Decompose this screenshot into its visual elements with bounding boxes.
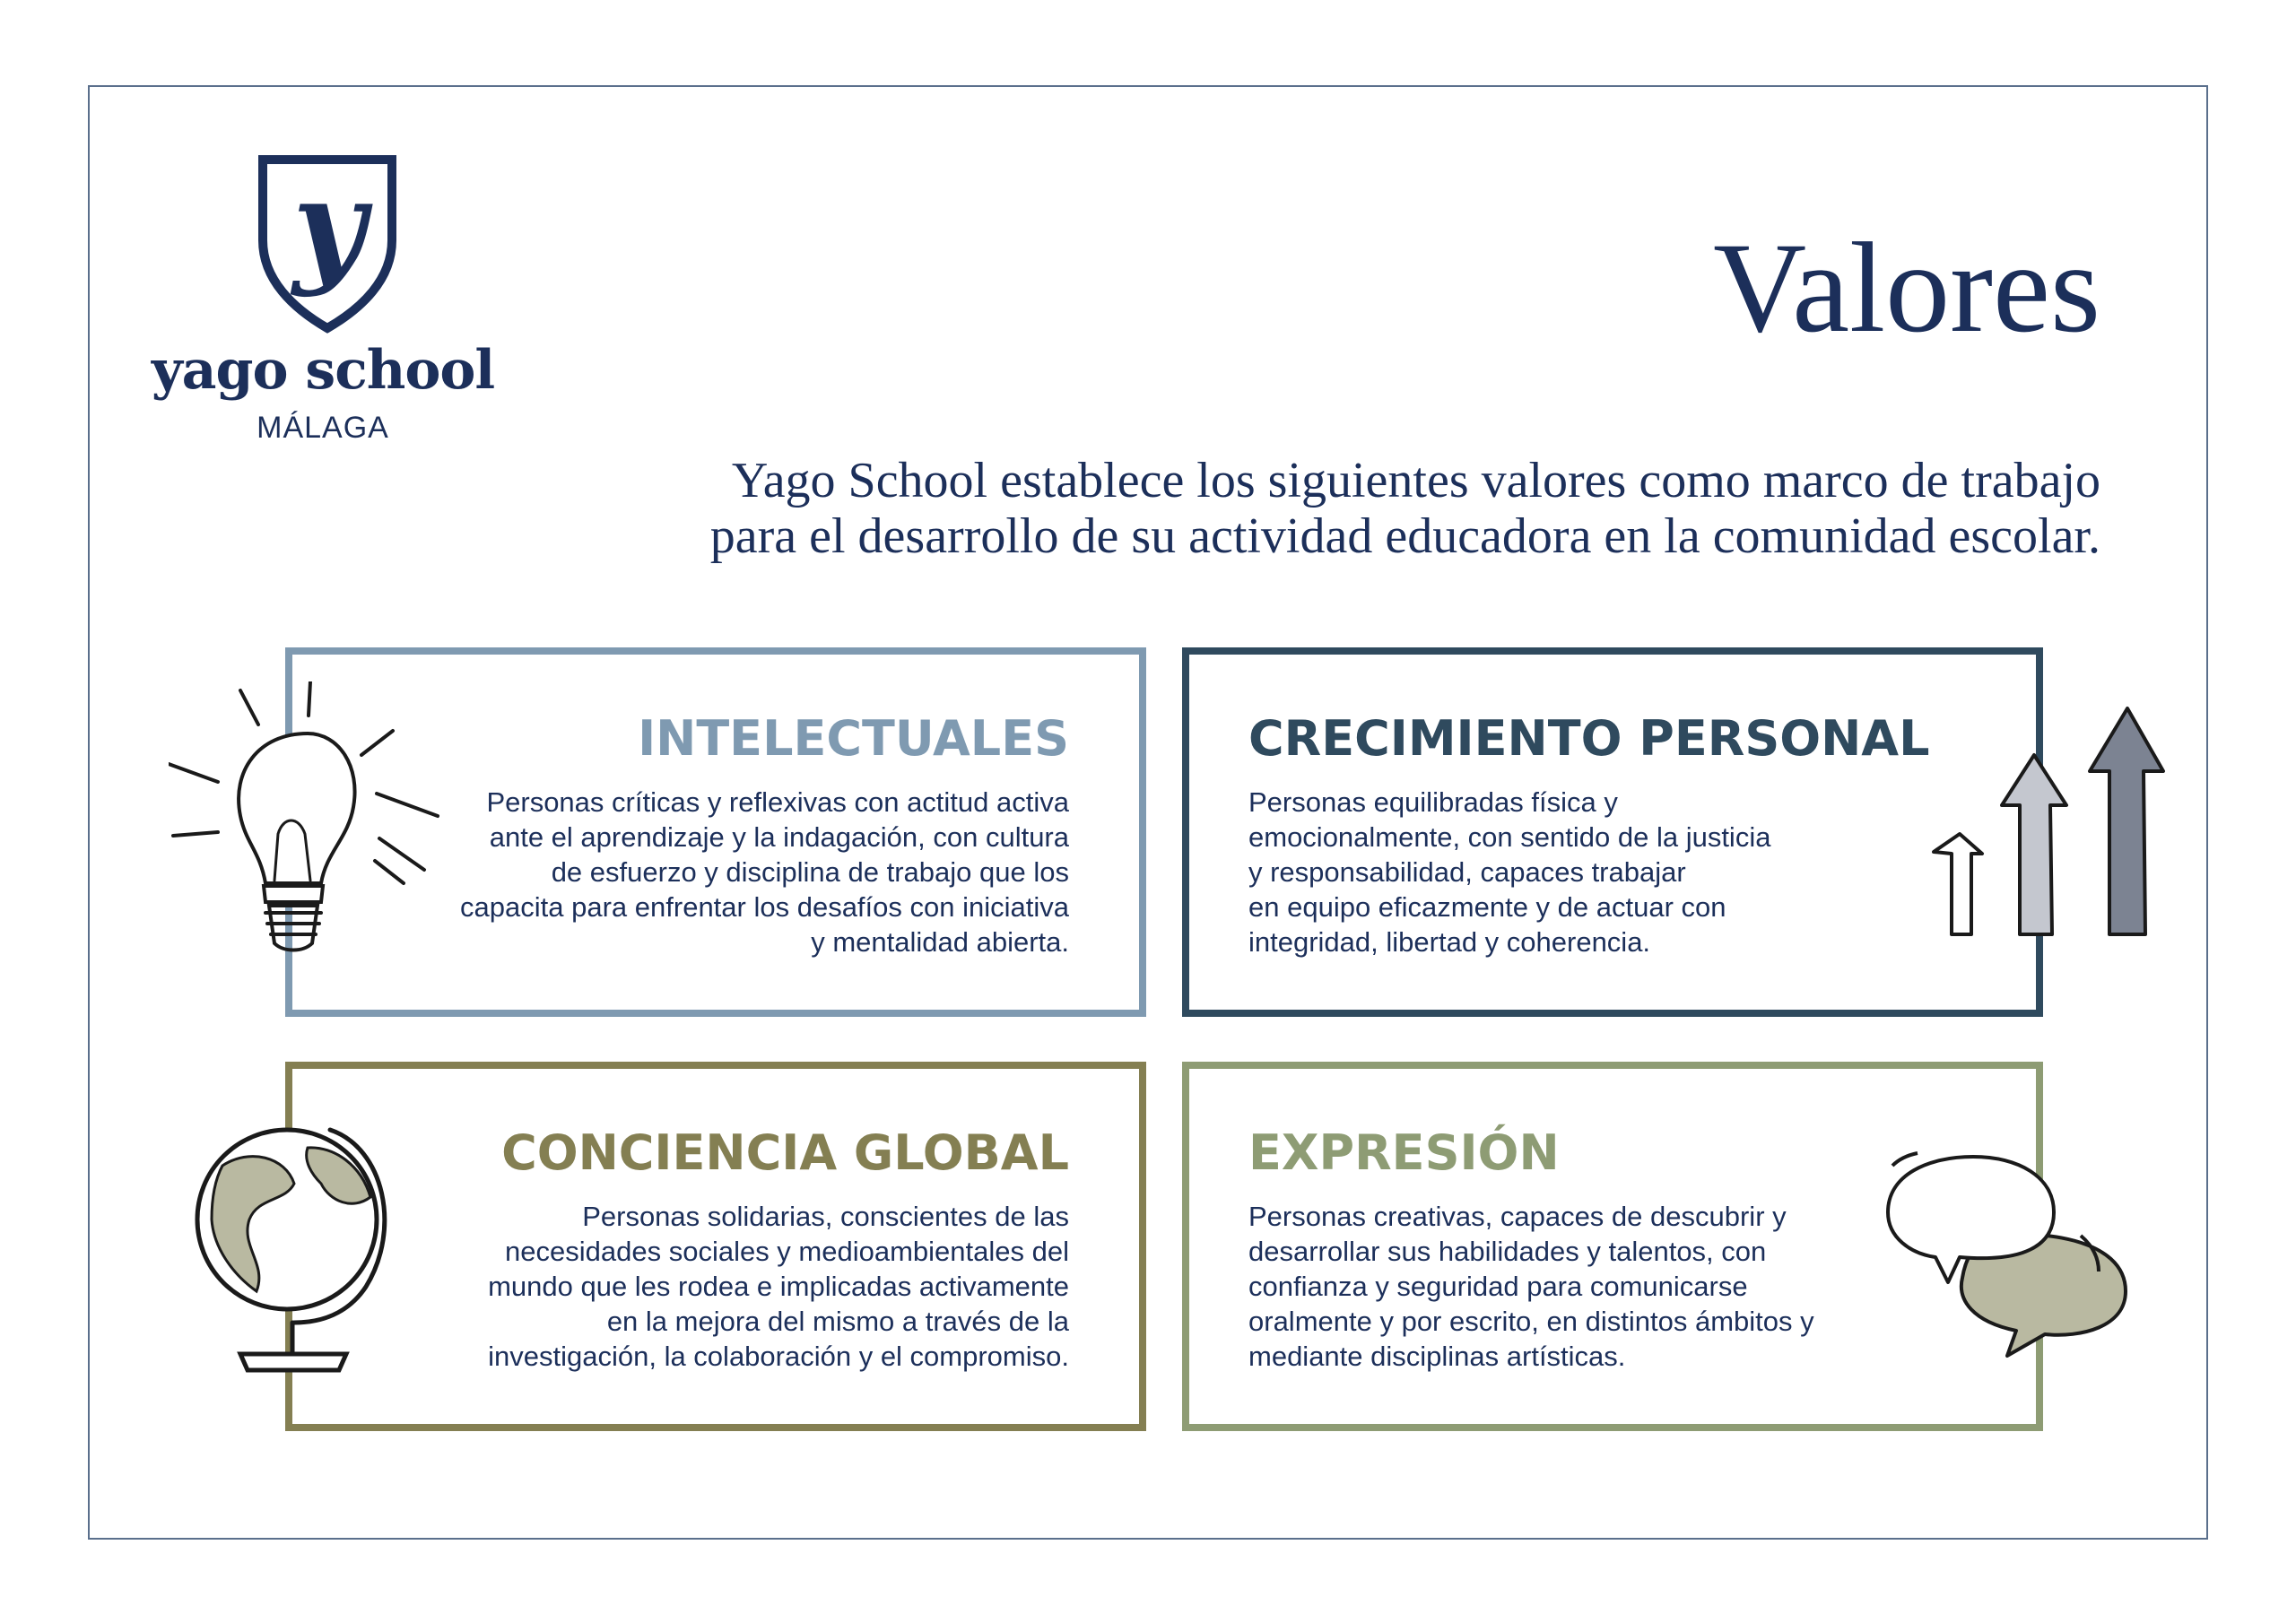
- card-line: y responsabilidad, capaces trabajar: [1248, 856, 1686, 888]
- card-line: confianza y seguridad para comunicarse: [1248, 1271, 1748, 1302]
- shield-crest-icon: [256, 154, 399, 334]
- card-description: [1248, 785, 1770, 959]
- card-line: Personas solidarias, conscientes de las: [582, 1201, 1069, 1232]
- card-line: en la mejora del mismo a través de la: [606, 1306, 1069, 1337]
- card-line: mediante disciplinas artísticas.: [1248, 1341, 1626, 1372]
- school-name: yago school: [151, 339, 495, 402]
- shield-monogram: y: [292, 154, 366, 299]
- card-title: CRECIMIENTO PERSONAL: [1248, 710, 1930, 767]
- card-line: de esfuerzo y disciplina de trabajo que los: [551, 856, 1069, 888]
- card-line: necesidades sociales y medioambientales del: [505, 1236, 1069, 1267]
- card-line: emocionalmente, con sentido de la justicia: [1248, 821, 1771, 853]
- card-title: INTELECTUALES: [638, 710, 1069, 767]
- card-crecimiento-personal: [1182, 647, 2043, 1017]
- globe-icon: [187, 1112, 402, 1381]
- card-line: Personas críticas y reflexivas con actitud activa: [486, 786, 1069, 818]
- card-line: investigación, la colaboración y el compromiso.: [488, 1341, 1069, 1372]
- card-conciencia-global: [285, 1062, 1146, 1431]
- page-title: Valores: [1713, 217, 2100, 360]
- card-line: Personas creativas, capaces de descubrir y: [1248, 1201, 1787, 1232]
- card-title: EXPRESIÓN: [1248, 1124, 1560, 1181]
- lightbulb-icon: [169, 681, 447, 968]
- speech-bubbles-icon: [1874, 1148, 2144, 1381]
- card-line: ante el aprendizaje y la indagación, con cultura: [489, 821, 1069, 853]
- school-logo: [144, 151, 520, 456]
- card-line: Personas equilibradas física y: [1248, 786, 1618, 818]
- card-description: [460, 785, 1069, 959]
- card-description: [488, 1199, 1069, 1374]
- intro-line-2: para el desarrollo de su actividad educadora en la comunidad escolar.: [709, 508, 2100, 564]
- card-line: capacita para enfrentar los desafíos con iniciativa: [460, 891, 1069, 923]
- card-description: [1248, 1199, 1814, 1374]
- card-line: y mentalidad abierta.: [811, 926, 1069, 958]
- card-line: oralmente y por escrito, en distintos ámbitos y: [1248, 1306, 1814, 1337]
- school-city: MÁLAGA: [257, 411, 389, 445]
- card-line: mundo que les rodea e implicadas activamente: [488, 1271, 1069, 1302]
- card-title: CONCIENCIA GLOBAL: [501, 1124, 1069, 1181]
- card-line: integridad, libertad y coherencia.: [1248, 926, 1651, 958]
- card-line: desarrollar sus habilidades y talentos, con: [1248, 1236, 1767, 1267]
- card-line: en equipo eficazmente y de actuar con: [1248, 891, 1726, 923]
- growth-arrows-icon: [1919, 699, 2179, 950]
- intro-line-1: Yago School establece los siguientes valores como marco de trabajo: [731, 453, 2100, 508]
- intro-text: [486, 453, 2100, 564]
